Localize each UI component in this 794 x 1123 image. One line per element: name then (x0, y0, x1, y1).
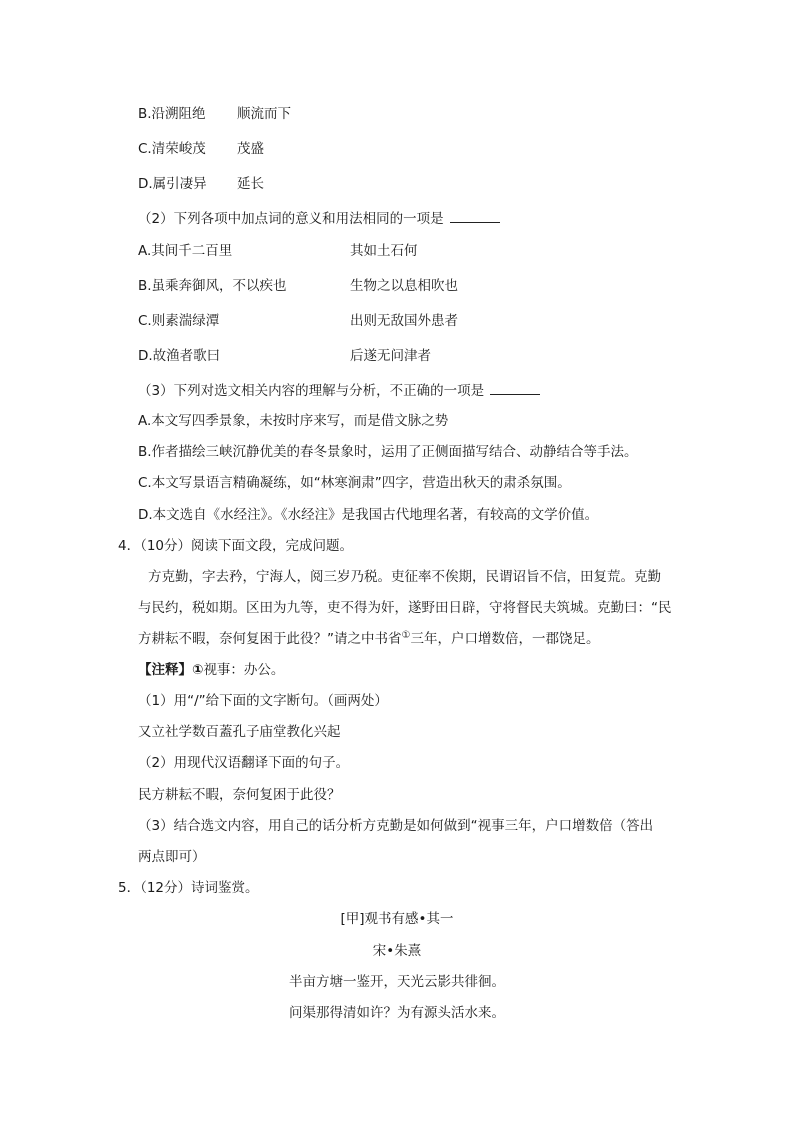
q3-part2-prompt: （2）下列各项中加点词的意义和用法相同的一项是 (138, 208, 500, 229)
q3-part2-option-b-b: 生物之以息相吹也 (350, 278, 458, 294)
q4-sub1-prompt: （1）用“/”给下面的文字断句。（画两处） (138, 693, 388, 709)
q3-part2-option-c: C.则素湍绿潭 (138, 313, 220, 329)
q4-passage-line2: 与民约，税如期。区田为九等，吏不得为奸，遂野田日辟，守将督民夫筑城。克勤曰：“民 (138, 600, 672, 616)
q3-part3-option-c: C.本文写景语言精确凝练，如“林寒涧肃”四字，营造出秋天的肃杀氛围。 (138, 475, 571, 491)
q4-sub1-text: 又立社学数百蓋孔子庙堂教化兴起 (138, 724, 341, 740)
q4-passage-line1: 方克勤，字去矜，宁海人，阅三岁乃税。吏征率不俟期，民谓诏旨不信，田复荒。克勤 (148, 569, 661, 585)
q4-sub2-prompt: （2）用现代汉语翻译下面的句子。 (138, 755, 350, 771)
note-marker: ① (192, 662, 204, 678)
q3-part3-prompt: （3）下列对选文相关内容的理解与分析，不正确的一项是 (138, 380, 540, 401)
q3-option-d (138, 174, 207, 194)
poem-line1: 半亩方塘一鉴开，天光云影共徘徊。 (289, 974, 505, 990)
option-label: C.清荣峻茂 (138, 141, 206, 157)
note-text: 视事：办公。 (203, 662, 285, 678)
poem-line2: 问渠那得清如许？为有源头活水来。 (289, 1005, 505, 1021)
q4-note (138, 660, 284, 680)
q5-header: 5．（12分）诗词鉴赏。 (118, 880, 259, 896)
option-label: D.属引凄异 (138, 176, 207, 192)
q3-option-c (138, 139, 206, 159)
answer-blank (490, 380, 540, 395)
q3-part2-option-a-b: 其如土石何 (350, 243, 418, 259)
q4-header: 4．（10分）阅读下面文段，完成问题。 (118, 538, 354, 554)
q4-sub3-line1: （3）结合选文内容，用自己的话分析方克勤是如何做到“视事三年，户口增数倍（答出 (138, 818, 654, 834)
q3-part3-option-b: B.作者描绘三峡沉静优美的春冬景象时，运用了正侧面描写结合、动静结合等手法。 (138, 444, 638, 460)
q3-part2-option-d: D.故渔者歌曰 (138, 348, 221, 364)
q3-part2-option-c-b: 出则无敌国外患者 (350, 313, 458, 329)
q4-passage-line3: 方耕耘不暇，奈何复困于此役？”请之中书省①三年，户口增数倍，一郡饶足。 (138, 630, 600, 647)
q3-part2-option-b: B.虽乘奔御风，不以疾也 (138, 278, 287, 294)
q4-sub2-text: 民方耕耘不暇，奈何复困于此役？ (138, 787, 341, 803)
note-label: 【注释】 (138, 662, 192, 678)
option-gloss: 顺流而下 (237, 106, 291, 122)
option-gloss: 茂盛 (237, 141, 264, 157)
option-gloss: 延长 (237, 176, 264, 192)
answer-blank (450, 208, 500, 223)
option-label: B.沿溯阻绝 (138, 106, 206, 122)
q3-option-b (138, 104, 206, 124)
q3-part3-option-a: A.本文写四季景象，未按时序来写，而是借文脉之势 (138, 413, 449, 429)
footnote-marker: ① (401, 630, 411, 641)
poem-author: 宋•朱熹 (372, 943, 422, 959)
poem-title: [甲]观书有感•其一 (340, 911, 454, 927)
q3-part2-option-d-b: 后遂无问津者 (350, 348, 431, 364)
q3-part3-option-d: D.本文选自《水经注》。《水经注》是我国古代地理名著，有较高的文学价值。 (138, 507, 599, 523)
q3-part2-option-a: A.其间千二百里 (138, 243, 233, 259)
q4-sub3-line2: 两点即可） (138, 849, 206, 865)
